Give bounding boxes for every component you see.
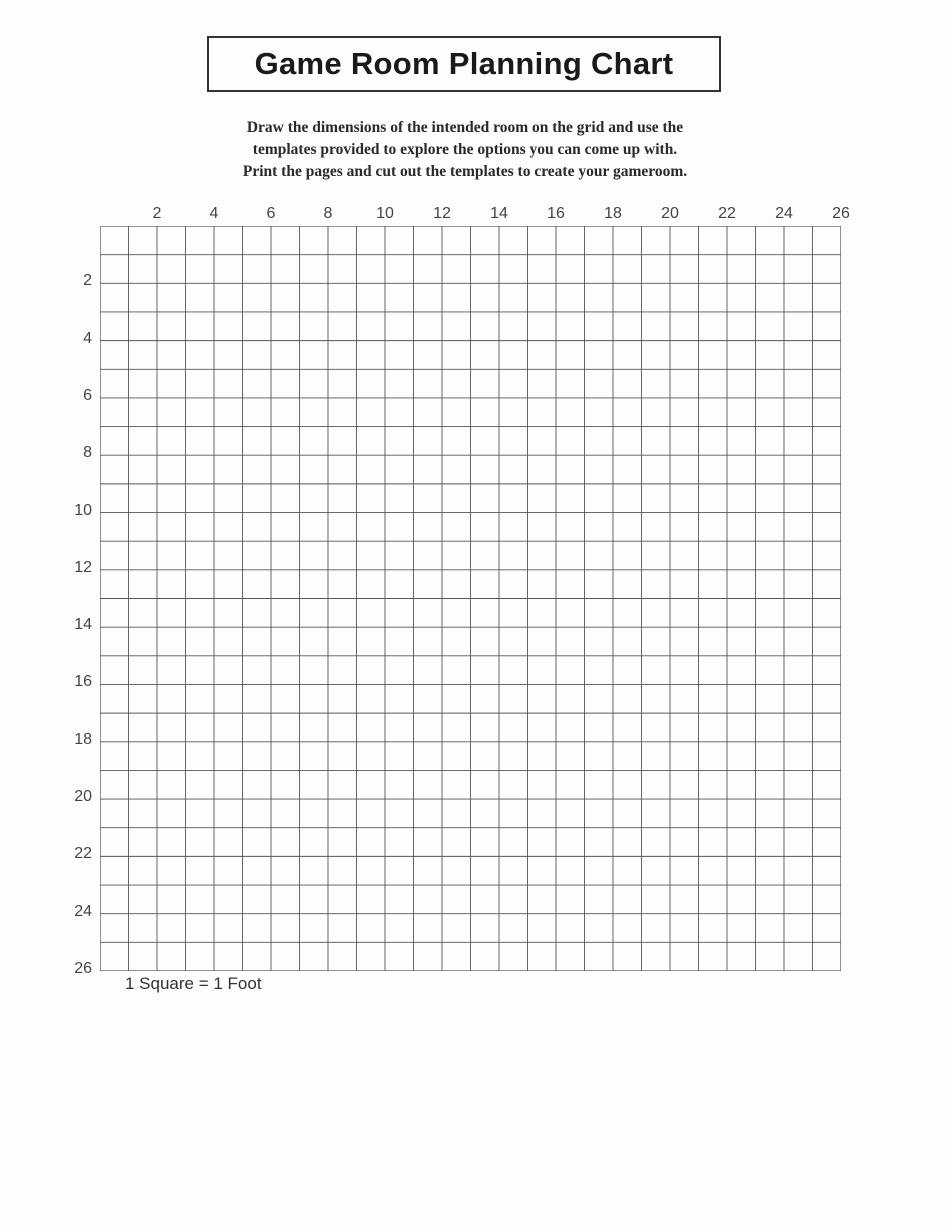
column-label: 16 — [547, 205, 565, 222]
row-label: 8 — [83, 444, 92, 462]
column-label: 2 — [152, 205, 162, 222]
title-box — [207, 36, 721, 92]
row-label: 24 — [74, 902, 92, 920]
row-label: 26 — [74, 960, 92, 977]
instruction-line: Print the pages and cut out the templates to create your gameroom. — [242, 163, 688, 180]
column-label: 4 — [209, 205, 219, 222]
row-label: 10 — [74, 501, 92, 519]
row-label: 18 — [74, 730, 92, 748]
row-label: 20 — [74, 788, 92, 806]
column-label: 14 — [490, 205, 508, 222]
row-label: 22 — [74, 845, 92, 863]
row-label: 6 — [83, 386, 92, 404]
row-label: 14 — [74, 616, 92, 634]
row-label: 12 — [74, 558, 92, 576]
column-label: 8 — [323, 205, 333, 222]
column-label: 12 — [433, 205, 451, 222]
column-label: 6 — [266, 205, 276, 222]
instructions — [150, 117, 780, 183]
column-label: 26 — [832, 205, 850, 222]
row-label: 4 — [83, 329, 92, 347]
row-label: 16 — [74, 673, 92, 691]
column-label: 20 — [661, 205, 679, 222]
page-title: Game Room Planning Chart — [254, 46, 674, 81]
scale-note: 1 Square = 1 Foot — [125, 974, 262, 993]
instruction-line: templates provided to explore the options you can come up with. — [252, 141, 678, 158]
planning-grid[interactable] — [100, 226, 841, 971]
column-label: 18 — [604, 205, 622, 222]
row-label: 2 — [83, 272, 92, 290]
instruction-line: Draw the dimensions of the intended room on the grid and use the — [246, 119, 684, 136]
column-label: 10 — [376, 205, 394, 222]
column-label: 22 — [718, 205, 736, 222]
column-label: 24 — [775, 205, 793, 222]
